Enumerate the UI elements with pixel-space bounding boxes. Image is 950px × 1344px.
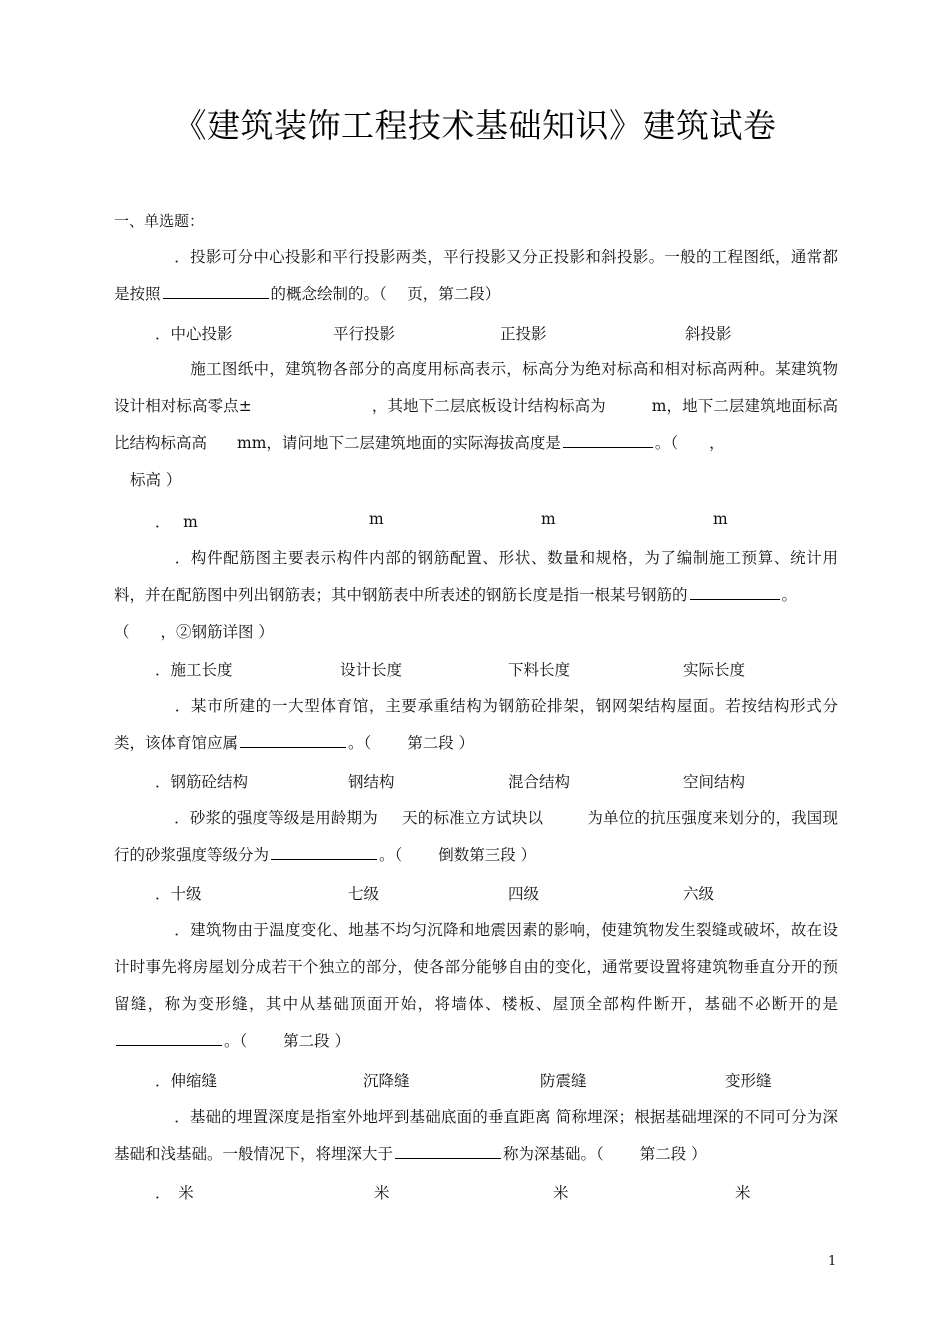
answer-blank (690, 581, 780, 600)
option-c: 四级 (508, 885, 540, 903)
option-b: 米 (374, 1184, 390, 1202)
option-a: ． m (155, 513, 198, 531)
answer-blank (395, 1140, 501, 1159)
option-a: ．施工长度 (155, 661, 233, 679)
option-d: 变形缝 (725, 1072, 772, 1090)
option-d: 实际长度 (683, 661, 746, 679)
question-6: ．建筑物由于温度变化、地基不均匀沉降和地震因素的影响，使建筑物发生裂缝或破坏，故在设计时事先将房屋划分成若干个独立的部分，使各部分能够自由的变化，通常要设置将建筑物垂直分开的预留缝，称为变形缝，其中从基础顶面开始，将墙体、楼板、屋顶全部构件断开，基础不必断开的是。（ 第二段 ） (114, 921, 838, 1050)
page-number: 1 (828, 1254, 837, 1269)
question-6-options (155, 1069, 855, 1099)
option-c: 下料长度 (508, 661, 571, 679)
answer-blank (116, 1027, 222, 1046)
option-a: ． 米 (155, 1184, 194, 1202)
answer-blank (271, 841, 377, 860)
option-c: m (541, 510, 556, 528)
question-1: ．投影可分中心投影和平行投影两类，平行投影又分正投影和斜投影。一般的工程图纸，通常都是按照 的概念绘制的。（ 页，第二段） (114, 248, 838, 303)
option-a: ．中心投影 (155, 325, 233, 343)
answer-blank (240, 729, 346, 748)
option-b: 设计长度 (340, 661, 403, 679)
question-5-options (155, 882, 855, 912)
option-a: ．钢筋砼结构 (155, 773, 249, 791)
question-1-options (155, 322, 855, 352)
question-3-options (155, 658, 855, 688)
question-7: ．基础的埋置深度是指室外地坪到基础底面的垂直距离 简称埋深；根据基础埋深的不同可分为深基础和浅基础。一般情况下，将埋深大于 称为深基础。（ 第二段 ） (114, 1108, 838, 1163)
option-d: m (713, 510, 728, 528)
option-a: ．伸缩缝 (155, 1072, 218, 1090)
question-5: ．砂浆的强度等级是用龄期为 天的标准立方试块以 为单位的抗压强度来划分的，我国现行的砂浆强度等级分为 。（ 倒数第三段 ） (114, 809, 838, 864)
option-b: 沉降缝 (363, 1072, 410, 1090)
question-4-options (155, 770, 855, 800)
question-7-options (155, 1181, 855, 1211)
option-b: 七级 (348, 885, 380, 903)
option-b: 钢结构 (348, 773, 395, 791)
option-c: 混合结构 (508, 773, 571, 791)
answer-blank (163, 280, 269, 299)
question-2: 施工图纸中，建筑物各部分的高度用标高表示，标高分为绝对标高和相对标高两种。某建筑物设计相对标高零点± ，其地下二层底板设计结构标高为 m，地下二层建筑地面标高比结构标高高 mm，请问地下二层建筑地面的实际海拔高度是 。（ ， 标高 ） (114, 360, 838, 489)
option-a: ．十级 (155, 885, 202, 903)
option-c: 米 (553, 1184, 569, 1202)
option-d: 六级 (683, 885, 715, 903)
question-2-options (155, 510, 855, 540)
answer-blank (563, 429, 653, 448)
question-4: ．某市所建的一大型体育馆，主要承重结构为钢筋砼排架，钢网架结构屋面。若按结构形式分类，该体育馆应属 。（ 第二段 ） (114, 697, 838, 752)
option-d: 斜投影 (685, 325, 732, 343)
option-b: m (369, 510, 384, 528)
option-d: 空间结构 (683, 773, 746, 791)
question-3: ．构件配筋图主要表示构件内部的钢筋配置、形状、数量和规格，为了编制施工预算、统计用料，并在配筋图中列出钢筋表；其中钢筋表中所表述的钢筋长度是指一根某号钢筋的 。 （ ，②钢筋详图 ） (114, 549, 838, 641)
option-c: 防震缝 (540, 1072, 587, 1090)
option-d: 米 (735, 1184, 751, 1202)
document-title: 《建筑装饰工程技术基础知识》建筑试卷 (173, 106, 777, 145)
section-heading: 一、单选题： (114, 212, 205, 230)
option-c: 正投影 (500, 325, 547, 343)
option-b: 平行投影 (333, 325, 396, 343)
